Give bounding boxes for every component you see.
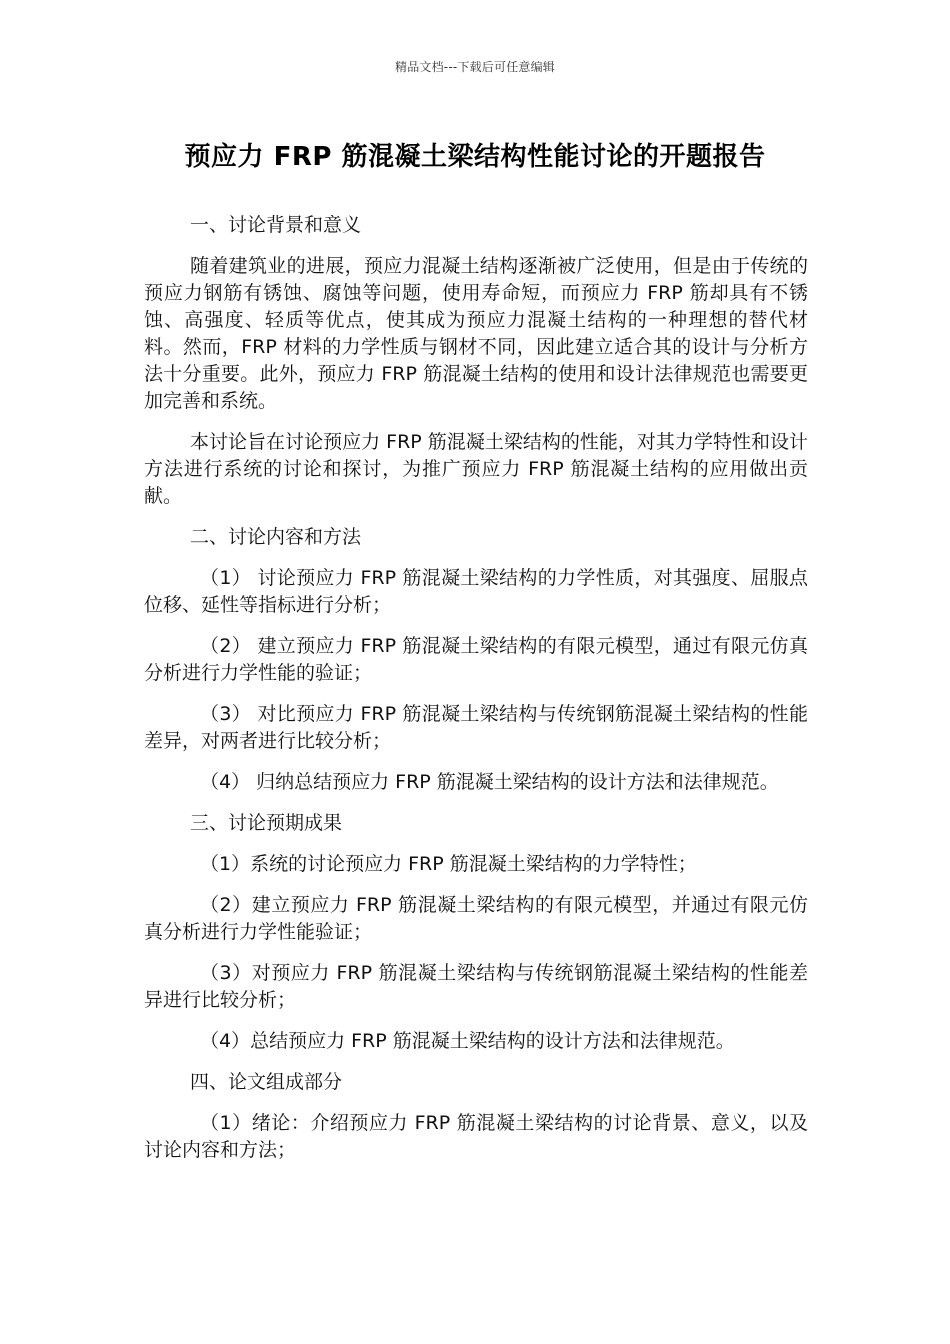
section-heading-expected-results: 三、讨论预期成果 bbox=[190, 812, 343, 834]
list-item: （3）对预应力 FRP 筋混凝土梁结构与传统钢筋混凝土梁结构的性能差异进行比较分析； bbox=[144, 962, 808, 1011]
list-item: （1）系统的讨论预应力 FRP 筋混凝土梁结构的力学特性； bbox=[200, 853, 697, 875]
list-item: （1） 讨论预应力 FRP 筋混凝土梁结构的力学性质，对其强度、屈服点位移、延性等指标进行分析； bbox=[144, 567, 808, 616]
header-note: 精品文档---下载后可任意编辑 bbox=[395, 60, 555, 74]
paragraph-purpose: 本讨论旨在讨论预应力 FRP 筋混凝土梁结构的性能，对其力学特性和设计方法进行系统的讨论和探讨，为推广预应力 FRP 筋混凝土结构的应用做出贡献。 bbox=[144, 431, 808, 507]
list-item: （4） 归纳总结预应力 FRP 筋混凝土梁结构的设计方法和法律规范。 bbox=[200, 771, 779, 793]
paragraph-background: 随着建筑业的进展，预应力混凝土结构逐渐被广泛使用，但是由于传统的预应力钢筋有锈蚀、腐蚀等问题，使用寿命短，而预应力 FRP 筋却具有不锈蚀、高强度、轻质等优点，使其成为预应力混凝土结构的一种理想的替代材料。然而，FRP 材料的力学性质与钢材不同，因此建立适合其的设计与分析方法十分重要。此外，预应力 FRP 筋混凝土结构的使用和设计法律规范也需要更加完善和系统。 bbox=[144, 255, 808, 412]
document-body bbox=[144, 212, 808, 1178]
document-title: 预应力 FRP 筋混凝土梁结构性能讨论的开题报告 bbox=[184, 142, 766, 172]
section-heading-content-methods: 二、讨论内容和方法 bbox=[190, 526, 362, 548]
section-heading-background: 一、讨论背景和意义 bbox=[190, 214, 362, 236]
list-item: （2） 建立预应力 FRP 筋混凝土梁结构的有限元模型，通过有限元仿真分析进行力学性能的验证； bbox=[144, 635, 808, 684]
list-item: （2）建立预应力 FRP 筋混凝土梁结构的有限元模型，并通过有限元仿真分析进行力学性能验证； bbox=[144, 894, 808, 943]
list-item: （1）绪论：介绍预应力 FRP 筋混凝土梁结构的讨论背景、意义，以及讨论内容和方法； bbox=[144, 1112, 808, 1161]
list-item: （4）总结预应力 FRP 筋混凝土梁结构的设计方法和法律规范。 bbox=[200, 1030, 735, 1052]
list-item: （3） 对比预应力 FRP 筋混凝土梁结构与传统钢筋混凝土梁结构的性能差异，对两者进行比较分析； bbox=[144, 703, 808, 752]
section-heading-thesis-structure: 四、论文组成部分 bbox=[190, 1071, 343, 1093]
